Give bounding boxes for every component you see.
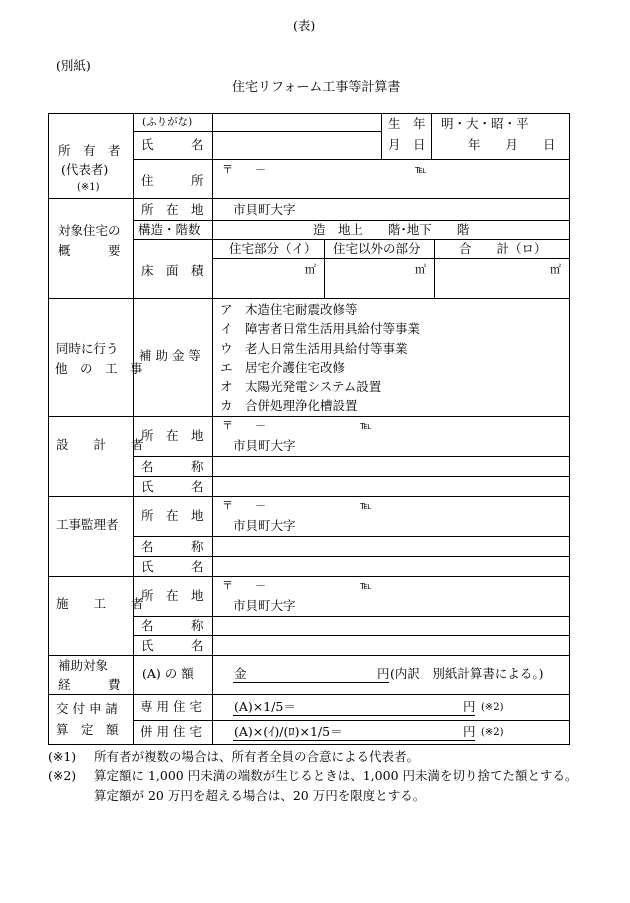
designer-name-label: 氏 名 <box>141 479 204 494</box>
section-divider-6 <box>48 655 570 656</box>
house-unit-total: ㎡ <box>550 263 561 276</box>
contractor-company-label: 名 称 <box>141 618 204 633</box>
cost-yen: 円 <box>377 666 390 681</box>
owner-postal-mark: 〒 － <box>222 163 266 176</box>
contractor-row-2 <box>133 635 569 636</box>
grant-section-label-1: 交 付 申 請 <box>56 701 118 716</box>
house-section-label-2: 概 要 <box>58 243 121 258</box>
contractor-tel-mark: ℡ <box>360 579 372 592</box>
work-label-divider <box>212 298 213 416</box>
owner-label-divider <box>212 113 213 198</box>
owner-birth-date-units: 年 月 日 <box>468 137 556 152</box>
work-item-ka[interactable]: カ 合併処理浄化槽設置 <box>220 398 358 413</box>
house-label-divider <box>212 198 213 298</box>
contractor-label-divider <box>212 576 213 655</box>
house-floor-area-label: 床 面 積 <box>141 263 204 278</box>
designer-section-label: 設 計 者 <box>56 437 144 452</box>
owner-section-label: 所 有 者 <box>58 143 121 158</box>
designer-location-value: 市貝町大字 <box>233 438 296 453</box>
cost-breakdown: (内訳 別紙計算書による。) <box>390 666 544 681</box>
cost-section-label-2: 経 費 <box>58 677 121 692</box>
owner-furigana-label: (ふりがな) <box>142 116 193 128</box>
owner-address-label: 住 所 <box>141 173 204 188</box>
grant-row-1 <box>133 720 569 721</box>
work-item-i[interactable]: イ 障害者日常生活用具給付等事業 <box>220 321 421 336</box>
section-divider-2 <box>48 298 570 299</box>
owner-section-note-ref: (※1) <box>77 182 100 193</box>
house-area-divider-1 <box>324 239 325 298</box>
house-structure-value: 造 地上 階･地下 階 <box>313 222 470 237</box>
supervisor-label-divider <box>212 496 213 576</box>
grant-label-divider <box>212 694 213 744</box>
designer-location-label: 所 在 地 <box>141 428 204 443</box>
house-col-total: 合 計（ロ） <box>459 241 547 256</box>
supervisor-section-label: 工事監理者 <box>56 517 119 532</box>
supervisor-location-label: 所 在 地 <box>141 508 204 523</box>
grant-exclusive-label: 専 用 住 宅 <box>140 699 202 714</box>
contractor-location-label: 所 在 地 <box>141 588 204 603</box>
cost-amount-field[interactable] <box>233 667 389 683</box>
grant-shared-label: 併 用 住 宅 <box>140 724 202 739</box>
work-section-label-1: 同時に行う <box>56 341 119 356</box>
note-2-text-1: 算定額に 1,000 円未満の端数が生じるときは、1,000 円未満を切り捨てた額とする。 <box>94 768 578 783</box>
house-area-divider-2 <box>434 239 435 298</box>
contractor-row-1 <box>133 616 569 617</box>
owner-tel-mark: ℡ <box>415 163 427 176</box>
owner-name-label: 氏 名 <box>141 137 204 152</box>
owner-section-label-rep: (代表者) <box>61 162 109 177</box>
work-item-u[interactable]: ウ 老人日常生活用具給付等事業 <box>220 341 408 356</box>
note-2-mark: (※2) <box>48 768 77 783</box>
designer-label-divider <box>212 416 213 496</box>
section-divider-7 <box>48 694 570 695</box>
cost-money-prefix: 金 <box>234 666 247 681</box>
note-1-mark: (※1) <box>48 749 77 764</box>
supervisor-name-label: 氏 名 <box>141 559 204 574</box>
contractor-location-value: 市貝町大字 <box>233 598 296 613</box>
document-title: 住宅リフォーム工事等計算書 <box>232 80 401 95</box>
house-row-2 <box>133 239 569 240</box>
house-row-1 <box>133 220 569 221</box>
work-item-e[interactable]: エ 居宅介護住宅改修 <box>220 360 346 375</box>
side-label: (表) <box>293 18 316 33</box>
house-location-label: 所 在 地 <box>141 202 204 217</box>
work-section-label-2: 他 の 工 事 <box>55 361 143 376</box>
attachment-label: (別紙) <box>56 58 91 73</box>
owner-birth-label-1: 生 年 <box>388 116 426 131</box>
supervisor-company-label: 名 称 <box>141 539 204 554</box>
section-divider-1 <box>48 198 570 199</box>
grant-shared-yen: 円 <box>463 724 476 739</box>
grant-exclusive-formula: (A)×1/5＝ <box>234 699 296 714</box>
grant-exclusive-yen: 円 <box>463 699 476 714</box>
section-divider-3 <box>48 416 570 417</box>
supervisor-postal-mark: 〒 － <box>222 499 266 512</box>
contractor-section-label: 施 工 者 <box>56 596 144 611</box>
contractor-postal-mark: 〒 － <box>222 579 266 592</box>
grant-section-label-2: 算 定 額 <box>56 722 119 737</box>
designer-company-label: 名 称 <box>141 459 204 474</box>
house-unit-residential: ㎡ <box>305 263 316 276</box>
designer-postal-mark: 〒 － <box>222 419 266 432</box>
designer-tel-mark: ℡ <box>360 419 372 432</box>
house-row-3 <box>212 258 569 259</box>
house-unit-other: ㎡ <box>415 263 426 276</box>
grant-exclusive-note-ref: (※2) <box>481 702 504 713</box>
owner-era-options[interactable]: 明・大・昭・平 <box>441 116 529 131</box>
house-col-other: 住宅以外の部分 <box>333 241 421 256</box>
table-border-bottom <box>48 744 570 745</box>
designer-row-1 <box>133 456 569 457</box>
cost-amount-label: (A) の 額 <box>142 666 194 681</box>
owner-birth-divider-right <box>431 113 432 159</box>
house-col-residential: 住宅部分（イ） <box>229 241 317 256</box>
house-section-label-1: 対象住宅の <box>58 223 121 238</box>
table-border-right <box>569 113 570 744</box>
house-structure-label: 構造・階数 <box>138 222 201 237</box>
section-divider-5 <box>48 576 570 577</box>
house-location-value: 市貝町大字 <box>233 202 296 217</box>
note-1-text: 所有者が複数の場合は、所有者全員の合意による代表者。 <box>94 749 420 764</box>
work-item-o[interactable]: オ 太陽光発電システム設置 <box>220 379 382 394</box>
owner-birth-label-2: 月 日 <box>388 137 426 152</box>
cost-label-divider <box>212 655 213 694</box>
col1-divider <box>133 113 134 744</box>
supervisor-location-value: 市貝町大字 <box>233 518 296 533</box>
owner-birth-divider-left <box>381 113 382 159</box>
contractor-name-label: 氏 名 <box>141 638 204 653</box>
note-2-text-2: 算定額が 20 万円を超える場合は、20 万円を限度とする。 <box>94 788 426 803</box>
work-subsidy-label: 補 助 金 等 <box>139 348 201 363</box>
work-item-a[interactable]: ア 木造住宅耐震改修等 <box>220 302 358 317</box>
table-border-top <box>48 113 570 114</box>
supervisor-row-2 <box>133 556 569 557</box>
table-border-left <box>48 113 49 744</box>
designer-row-2 <box>133 476 569 477</box>
supervisor-row-1 <box>133 536 569 537</box>
grant-shared-note-ref: (※2) <box>481 727 504 738</box>
owner-name-bottom <box>133 159 569 160</box>
grant-shared-formula: (A)×(ｲ)/(ﾛ)×1/5＝ <box>234 724 343 739</box>
owner-furigana-line <box>133 131 381 132</box>
supervisor-tel-mark: ℡ <box>360 499 372 512</box>
cost-section-label-1: 補助対象 <box>58 658 109 673</box>
section-divider-4 <box>48 496 570 497</box>
